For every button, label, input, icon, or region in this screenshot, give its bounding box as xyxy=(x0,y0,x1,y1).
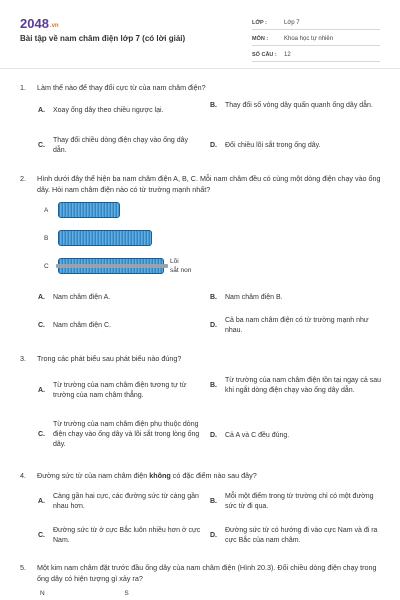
figure-label: B xyxy=(44,234,49,242)
option-1a[interactable] xyxy=(38,106,198,116)
document-meta xyxy=(252,16,380,64)
electromagnet-b xyxy=(44,230,152,246)
iron-core-label-line: Lõi xyxy=(170,258,179,265)
meta-value: 12 xyxy=(284,51,291,58)
question-number: 4. xyxy=(20,471,26,480)
option-text: Thay đổi chiều dòng điện chạy vào ống dây dẫn. xyxy=(53,137,189,154)
north-pole-label: N xyxy=(40,590,45,597)
option-text: Thay đổi số vòng dây quấn quanh ống dây dẫn. xyxy=(225,102,373,109)
option-text: Từ trường của nam châm điện tồn tại ngay cả sau khi ngắt dòng điện chạy vào ống dây dẫn. xyxy=(225,377,381,394)
option-letter: C. xyxy=(38,322,45,329)
question-number: 1. xyxy=(20,83,26,92)
option-letter: C. xyxy=(38,532,45,539)
meta-key: LỚP : xyxy=(252,19,267,26)
question-2 xyxy=(20,173,384,195)
question-text: Một kim nam châm đặt trước đầu ống dây của nam châm điện (Hình 20.3). Đổi chiều dòng điện chạy trong ống dây có hiện tượng gì xảy ra? xyxy=(37,563,377,583)
option-letter: B. xyxy=(210,382,217,389)
question-5 xyxy=(20,562,384,584)
header-divider xyxy=(0,68,400,69)
meta-key: SỐ CÂU : xyxy=(252,51,277,58)
question-1 xyxy=(20,82,384,93)
logo-domain: .vn xyxy=(49,23,59,29)
question-text-part: Đường sức từ của nam châm điện xyxy=(37,471,150,480)
question-text: Làm thế nào để thay đổi cực từ của nam châm điện? xyxy=(37,83,206,92)
iron-core xyxy=(56,264,168,268)
question-number: 2. xyxy=(20,174,26,183)
figure-label: A xyxy=(44,206,49,214)
question-number: 5. xyxy=(20,563,26,572)
option-letter: A. xyxy=(38,387,45,394)
coil-b-image xyxy=(58,230,152,246)
option-4a[interactable] xyxy=(38,492,208,512)
site-logo[interactable] xyxy=(20,16,59,31)
meta-row-subject xyxy=(252,32,380,46)
option-4b[interactable] xyxy=(210,492,382,512)
option-text: Đường sức từ ở cực Bắc luôn nhiều hơn ở cực Nam. xyxy=(53,527,201,544)
meta-row-grade xyxy=(252,16,380,30)
option-4d[interactable] xyxy=(210,526,382,546)
south-pole-label: S xyxy=(124,590,129,597)
option-3b[interactable] xyxy=(210,376,382,396)
option-3a[interactable] xyxy=(38,381,208,401)
option-2a[interactable] xyxy=(38,293,198,303)
option-text: Từ trường của nam châm điện tương tự từ trường của nam châm thẳng. xyxy=(53,382,187,399)
option-letter: D. xyxy=(210,142,217,149)
question-text: Trong các phát biểu sau phát biểu nào đúng? xyxy=(37,354,182,363)
option-2c[interactable] xyxy=(38,321,198,331)
compass-figure xyxy=(40,590,129,597)
option-text: Càng gần hai cực, các đường sức từ càng gần nhau hơn. xyxy=(53,493,199,510)
meta-value: Lớp 7 xyxy=(284,19,300,26)
document-title: Bài tập về nam châm điện lớp 7 (có lời giải) xyxy=(20,34,186,43)
option-3c[interactable] xyxy=(38,420,208,450)
option-text: Đổi chiều lõi sắt trong ống dây. xyxy=(225,142,321,149)
electromagnet-c xyxy=(44,258,164,274)
option-letter: B. xyxy=(210,102,217,109)
meta-value: Khoa học tự nhiên xyxy=(284,35,334,42)
option-letter: A. xyxy=(38,498,45,505)
figure-label: C xyxy=(44,262,49,270)
option-letter: D. xyxy=(210,532,217,539)
option-letter: C. xyxy=(38,142,45,149)
coil-c-image xyxy=(58,258,164,274)
option-letter: A. xyxy=(38,107,45,114)
iron-core-label-line: sắt non xyxy=(170,267,192,274)
option-3d[interactable] xyxy=(210,431,380,441)
question-number: 3. xyxy=(20,354,26,363)
question-text-part: có đặc điểm nào sau đây? xyxy=(170,471,257,480)
logo-number: 2048 xyxy=(20,16,49,31)
option-letter: B. xyxy=(210,498,217,505)
option-text: Đường sức từ có hướng đi vào cực Nam và đi ra cực Bắc của nam châm. xyxy=(225,527,378,544)
question-text xyxy=(37,470,257,481)
meta-row-count xyxy=(252,48,380,62)
option-letter: B. xyxy=(210,294,217,301)
question-4 xyxy=(20,470,384,481)
option-text: Xoay ống dây theo chiều ngược lại. xyxy=(53,107,164,114)
option-letter: A. xyxy=(38,294,45,301)
option-2b[interactable] xyxy=(210,293,380,303)
question-text-emphasis: không xyxy=(149,471,171,480)
coil-a-image xyxy=(58,202,120,218)
page-header xyxy=(0,0,400,68)
option-text: Nam châm điện A. xyxy=(53,294,111,301)
iron-core-label xyxy=(170,257,191,275)
option-1b[interactable] xyxy=(210,101,380,111)
option-text: Từ trường của nam châm điện phụ thuộc dòng điện chạy vào ống dây và lõi sắt trong lòng ống dây. xyxy=(53,421,200,448)
option-1d[interactable] xyxy=(210,141,380,151)
meta-key: MÔN : xyxy=(252,35,269,42)
electromagnet-a xyxy=(44,202,120,218)
option-1c[interactable] xyxy=(38,136,200,156)
option-text: Cả ba nam châm điện có từ trường mạnh như nhau. xyxy=(225,317,369,334)
option-letter: D. xyxy=(210,432,217,439)
option-text: Nam châm điện C. xyxy=(53,322,111,329)
option-4c[interactable] xyxy=(38,526,208,546)
option-2d[interactable] xyxy=(210,316,380,336)
option-text: Mỗi một điểm trong từ trường chỉ có một đường sức từ đi qua. xyxy=(225,493,374,510)
option-text: Nam châm điện B. xyxy=(225,294,283,301)
option-letter: D. xyxy=(210,322,217,329)
option-text: Cả A và C đều đúng. xyxy=(225,432,290,439)
question-text: Hình dưới đây thể hiện ba nam châm điện A, B, C. Mỗi nam châm đều có cùng một dòng điện chạy vào ống dây. Hỏi nam châm điện nào có từ trường mạnh nhất? xyxy=(37,174,381,194)
question-3 xyxy=(20,353,384,364)
option-letter: C. xyxy=(38,431,45,438)
